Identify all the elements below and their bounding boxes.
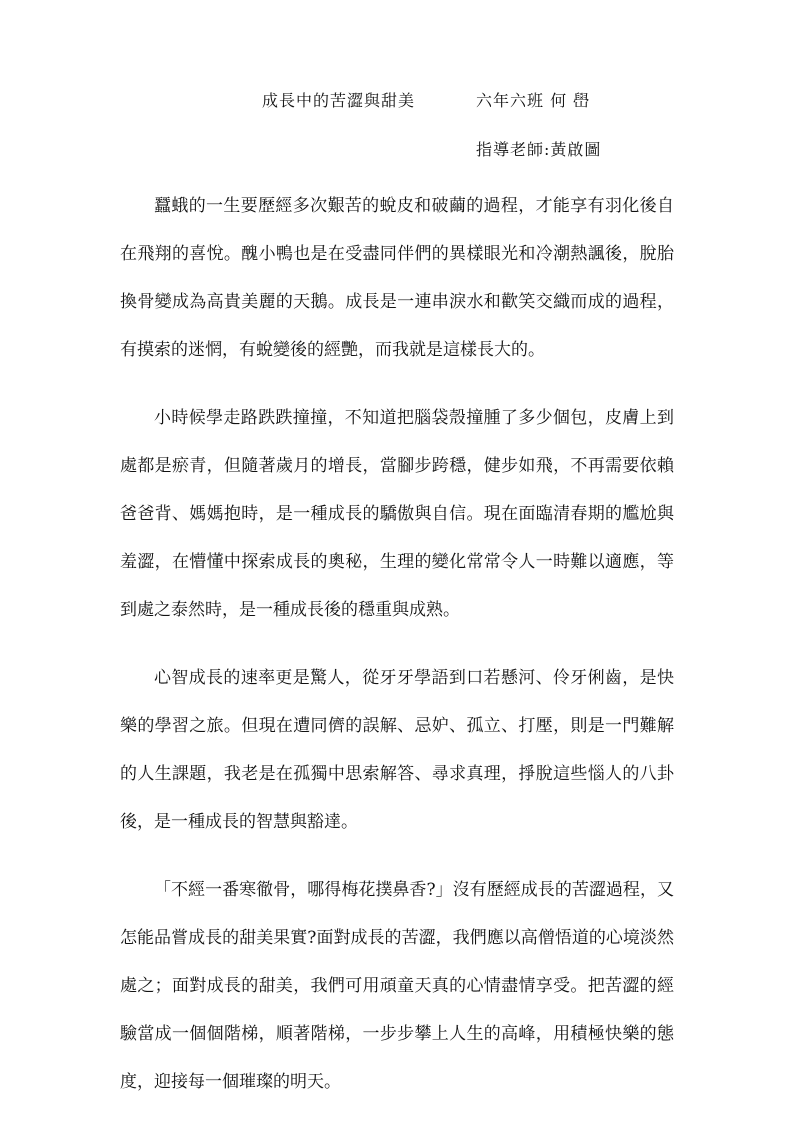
paragraph-3: 心智成長的速率更是驚人，從牙牙學語到口若懸河、伶牙俐齒，是快樂的學習之旅。但現在遭同儕的誤解、忌妒、孤立、打壓，則是一門難解的人生課題，我老是在孤獨中思索解答、尋求真理，掙脫這些惱人的八卦後，是一種成長的智慧與豁達。: [120, 668, 674, 832]
header: [0, 88, 794, 116]
paragraph-2: 小時候學走路跌跌撞撞，不知道把腦袋殼撞腫了多少個包，皮膚上到處都是瘀青，但隨著歲月的增長，當腳步跨穩，健步如飛，不再需要依賴爸爸背、媽媽抱時，是一種成長的驕傲與自信。現在面臨清春期的尷尬與羞澀，在懵懂中探索成長的奧秘，生理的變化常常令人一時難以適應，等到處之泰然時，是一種成長後的穩重與成熟。: [120, 408, 674, 620]
essay-title: 成長中的苦澀與甜美: [262, 91, 416, 110]
paragraph-1: 蠶蛾的一生要歷經多次艱苦的蛻皮和破繭的過程，才能享有羽化後自在飛翔的喜悅。醜小鴨也是在受盡同伴們的異樣眼光和冷潮熱諷後，脫胎換骨變成為高貴美麗的天鵝。成長是一連串淚水和歡笑交織而成的過程，有摸索的迷惘，有蛻變後的經艷，而我就是這樣長大的。: [120, 196, 674, 360]
essay-body: [120, 182, 674, 1126]
teacher-line: 指導老師:黃啟圖: [476, 140, 602, 159]
author-line: 六年六班 何 嶨: [476, 91, 591, 110]
paragraph-4: 「不經一番寒徹骨，哪得梅花撲鼻香?」沒有歷經成長的苦澀過程，又怎能品嘗成長的甜美果實?面對成長的苦澀，我們應以高僧悟道的心境淡然處之；面對成長的甜美，我們可用頑童天真的心情盡情享受。把苦澀的經驗當成一個個階梯，順著階梯，一步步攀上人生的高峰，用積極快樂的態度，迎接每一個璀璨的明天。: [120, 880, 674, 1092]
